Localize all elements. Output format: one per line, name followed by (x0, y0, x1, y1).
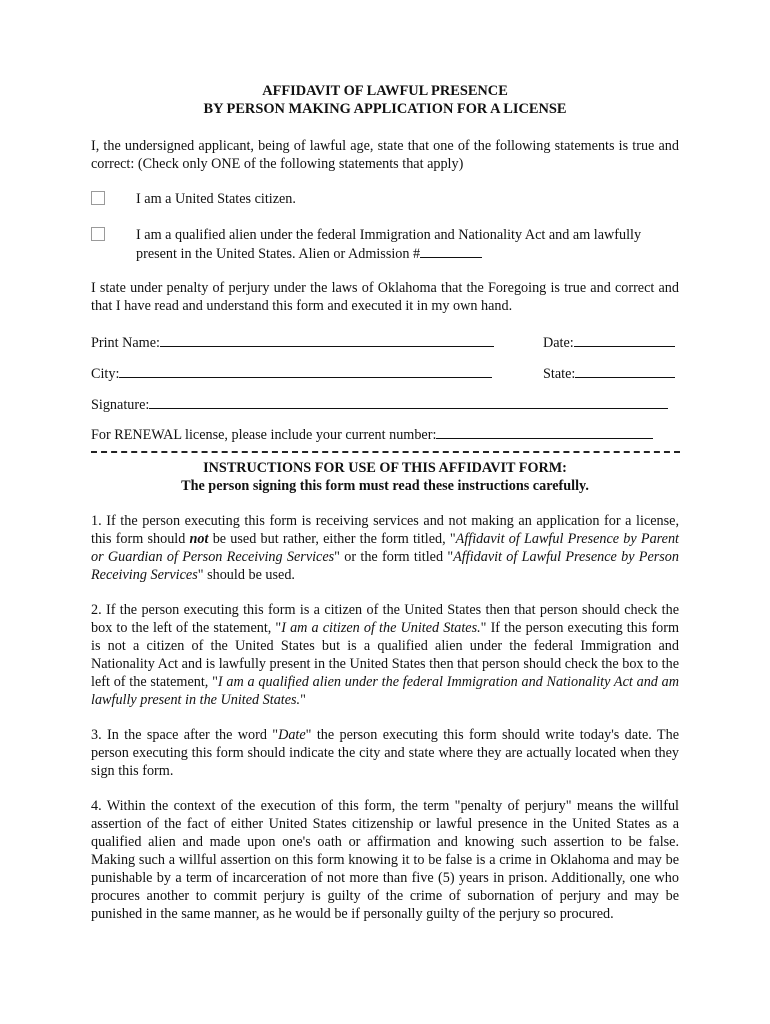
instruction-2-text: 2. If the person executing this form is a citizen of the United States then that person should check the box to the left of the statement, " (91, 602, 679, 636)
instruction-3-text: 3. In the space after the word " (91, 727, 279, 743)
instruction-2-quote: I am a citizen of the United States. (281, 620, 481, 636)
print-name-row (91, 333, 494, 352)
renewal-number-field[interactable] (436, 425, 653, 439)
state-row (543, 364, 675, 383)
print-name-label: Print Name: (91, 335, 160, 351)
city-label: City: (91, 366, 120, 382)
instruction-3-emphasis: Date (278, 727, 306, 743)
qualified-alien-option-label: I am a qualified alien under the federal Immigration and Nationality Act and am lawfully present in the United States. Alien or Admission # (136, 227, 642, 262)
dashed-divider (91, 451, 680, 453)
penalty-statement: I state under penalty of perjury under the laws of Oklahoma that the Foregoing is true and correct and that I have read and understand this form and executed it in my own hand. (91, 280, 679, 314)
date-field[interactable] (574, 333, 675, 347)
qualified-alien-option (136, 226, 681, 263)
instruction-paragraph-4: 4. Within the context of the execution of this form, the term "penalty of perjury" means the willful assertion of the fact of either United States citizenship or lawful presence in the United States as a qualified alien and made upon one's oath or affirmation and knowing such assertion to be false. Making such a willful assertion on this form knowing it to be false is a crime in Oklahoma and may be punishable by a term of incarceration of not more than five (5) years in prison. Additionally, one who procures another to commit perjury is guilty of the crime of subornation of perjury and may be punished in the same manner, as he would be if personally guilty of the perjury so procured. (91, 798, 679, 922)
signature-field[interactable] (149, 395, 668, 409)
instruction-paragraph-2 (91, 601, 679, 709)
instruction-paragraph-3 (91, 726, 679, 780)
alien-admission-number-field[interactable] (420, 244, 482, 258)
signature-row (91, 395, 668, 414)
citizen-option-label: I am a United States citizen. (136, 191, 296, 207)
instructions-heading: INSTRUCTIONS FOR USE OF THIS AFFIDAVIT FORM: (203, 460, 567, 476)
form-title-line2: BY PERSON MAKING APPLICATION FOR A LICENSE (203, 101, 567, 117)
intro-statement: I, the undersigned applicant, being of lawful age, state that one of the following statements is true and correct: (Check only ONE of the following statements that apply) (91, 138, 679, 172)
instructions-subheading: The person signing this form must read these instructions carefully. (181, 478, 589, 494)
instruction-2-text: " (300, 692, 306, 708)
city-field[interactable] (119, 364, 492, 378)
print-name-field[interactable] (160, 333, 494, 347)
date-row (543, 333, 675, 352)
instruction-1-emphasis: not (189, 531, 209, 547)
instruction-2-text: " If the person executing this form is not a citizen of the United States but is a qualified alien under the federal Immigration and Nationality Act and is lawfully present in the United States then that person should check the box to the left of the statement, " (91, 620, 679, 690)
instruction-paragraph-1 (91, 512, 679, 584)
renewal-row (91, 425, 653, 444)
instruction-3-text: " the person executing this form should write today's date. The person executing this form should indicate the city and state where they are actually located when they sign this form. (91, 727, 679, 779)
instruction-2-quote: I am a qualified alien under the federal Immigration and Nationality Act and am lawfully present in the United States. (91, 674, 680, 708)
date-label: Date: (543, 335, 574, 351)
renewal-label: For RENEWAL license, please include your current number: (91, 427, 437, 443)
state-label: State: (543, 366, 576, 382)
instruction-1-text: be used but rather, either the form titled, " (208, 531, 456, 547)
city-row (91, 364, 492, 383)
instruction-1-text: " should be used. (197, 567, 295, 583)
signature-label: Signature: (91, 397, 150, 413)
state-field[interactable] (575, 364, 675, 378)
instruction-1-form-title: Affidavit of Lawful Presence by Person Receiving Services (91, 549, 679, 583)
form-title-line1: AFFIDAVIT OF LAWFUL PRESENCE (262, 83, 508, 99)
instruction-1-text: " or the form titled " (334, 549, 454, 565)
instruction-1-form-title: Affidavit of Lawful Presence by Parent or Guardian of Person Receiving Services (91, 531, 679, 565)
instruction-1-text: 1. If the person executing this form is receiving services and not making an application for a license, this form should (91, 513, 679, 547)
citizen-checkbox[interactable] (91, 191, 105, 205)
qualified-alien-checkbox[interactable] (91, 227, 105, 241)
